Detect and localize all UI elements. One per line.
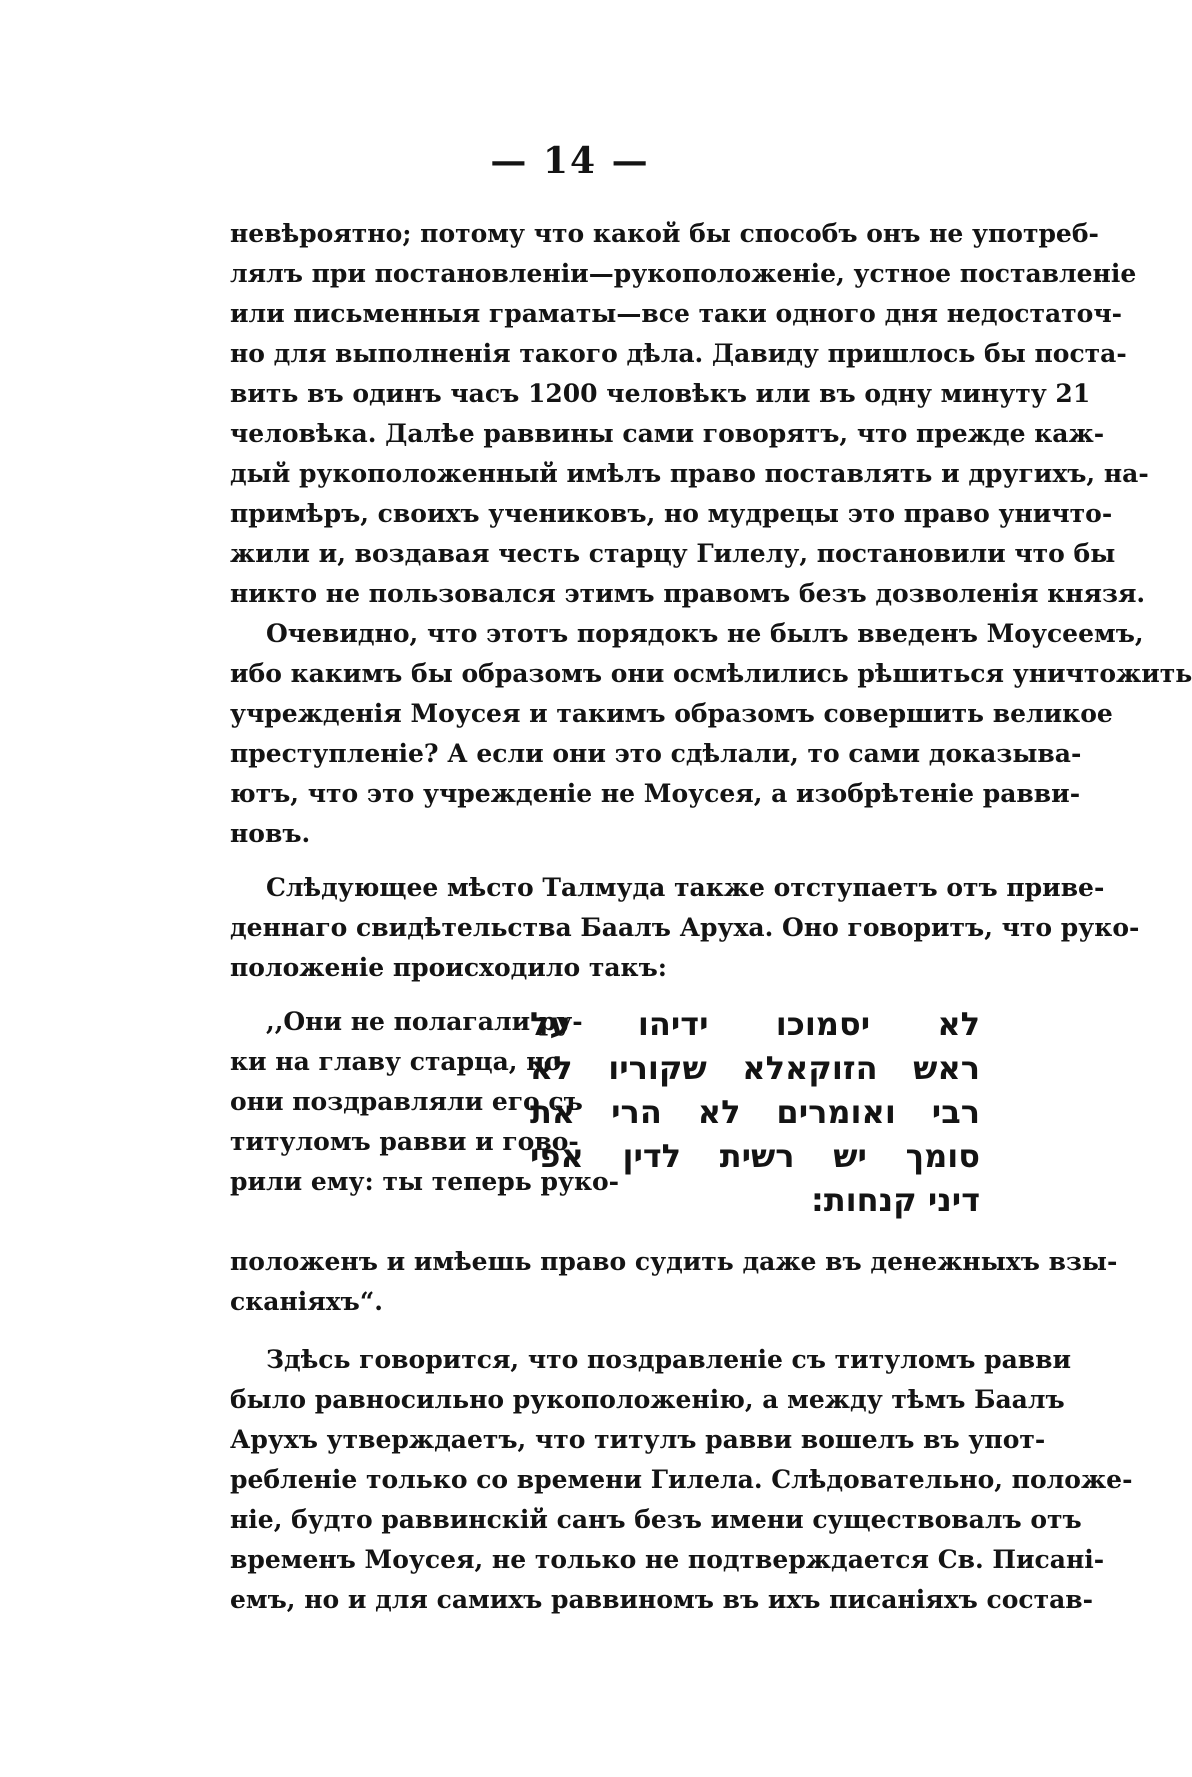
- text-line: лялъ при постановленіи—рукоположеніе, устное поставленіе: [230, 259, 1137, 288]
- text-line: было равносильно рукоположенію, а между тѣмъ Баалъ: [230, 1385, 1065, 1414]
- text-line: ребленіе только со времени Гилела. Слѣдовательно, положе-: [230, 1465, 1133, 1494]
- text-line: временъ Моусея, не только не подтверждается Св. Писані-: [230, 1545, 1105, 1574]
- text-line: деннаго свидѣтельства Баалъ Аруха. Оно говоритъ, что руко-: [230, 913, 1140, 942]
- text-line: положеніе происходило такъ:: [230, 953, 667, 982]
- quote-line: титуломъ равви и гово-: [230, 1127, 579, 1156]
- quote-line: они поздравляли его съ: [230, 1087, 583, 1116]
- hebrew-line: ראש הזוקאלא שקוריו לא: [530, 1049, 980, 1087]
- hebrew-line: רבי ואומרים לא הרי את: [530, 1093, 980, 1131]
- text-line: преступленіе? А если они это сдѣлали, то сами доказыва-: [230, 739, 1082, 768]
- hebrew-line: דיני קנחות:: [811, 1181, 980, 1219]
- hebrew-line: סומך יש רשית לדין אפי: [530, 1137, 980, 1175]
- text-line: жили и, воздавая честь старцу Гилелу, постановили что бы: [230, 539, 1116, 568]
- text-line: Очевидно, что этотъ порядокъ не былъ введенъ Моусеемъ,: [266, 619, 1144, 648]
- text-line: ибо какимъ бы образомъ они осмѣлились рѣшиться уничтожить: [230, 659, 1192, 688]
- text-line: ніе, будто раввинскій санъ безъ имени существовалъ отъ: [230, 1505, 1082, 1534]
- text-line: Слѣдующее мѣсто Талмуда также отступаетъ отъ приве-: [266, 873, 1105, 902]
- text-line: но для выполненія такого дѣла. Давиду пришлось бы поста-: [230, 339, 1127, 368]
- quotation-hebrew: [530, 1002, 980, 1222]
- text-line: дый рукоположенный имѣлъ право поставлять и другихъ, на-: [230, 459, 1149, 488]
- text-line: ютъ, что это учрежденіе не Моусея, а изобрѣтеніе равви-: [230, 779, 1081, 808]
- page-text: [230, 214, 1192, 1620]
- text-line: или письменныя граматы—все таки одного дня недостаточ-: [230, 299, 1122, 328]
- hebrew-line: לא יסמוכו ידיהו על: [530, 1005, 980, 1043]
- quotation-block: [230, 1002, 980, 1242]
- quote-line: ,,Они не полагали ру-: [266, 1007, 583, 1036]
- text-line: человѣка. Далѣе раввины сами говорятъ, что прежде каж-: [230, 419, 1105, 448]
- text-line: примѣръ, своихъ учениковъ, но мудрецы это право уничто-: [230, 499, 1113, 528]
- text-line: учрежденія Моусея и такимъ образомъ совершить великое: [230, 699, 1113, 728]
- text-line: сканіяхъ“.: [230, 1287, 383, 1316]
- text-line: новъ.: [230, 819, 311, 848]
- quote-line: ки на главу старца, но: [230, 1047, 562, 1076]
- text-line: Арухъ утверждаетъ, что титулъ равви вошелъ въ упот-: [230, 1425, 1046, 1454]
- text-line: никто не пользовался этимъ правомъ безъ дозволенія князя.: [230, 579, 1146, 608]
- text-line: емъ, но и для самихъ раввиномъ въ ихъ писаніяхъ состав-: [230, 1585, 1094, 1614]
- text-line: вить въ одинъ часъ 1200 человѣкъ или въ одну минуту 21: [230, 379, 1091, 408]
- text-line: положенъ и имѣешь право судить даже въ денежныхъ взы-: [230, 1247, 1118, 1276]
- page-number: — 14 —: [490, 140, 650, 182]
- quote-line: рили ему: ты теперь руко-: [230, 1167, 620, 1196]
- text-line: невѣроятно; потому что какой бы способъ онъ не употреб-: [230, 219, 1099, 248]
- quotation-russian: [230, 1002, 620, 1202]
- text-line: Здѣсь говорится, что поздравленіе съ титуломъ равви: [266, 1345, 1072, 1374]
